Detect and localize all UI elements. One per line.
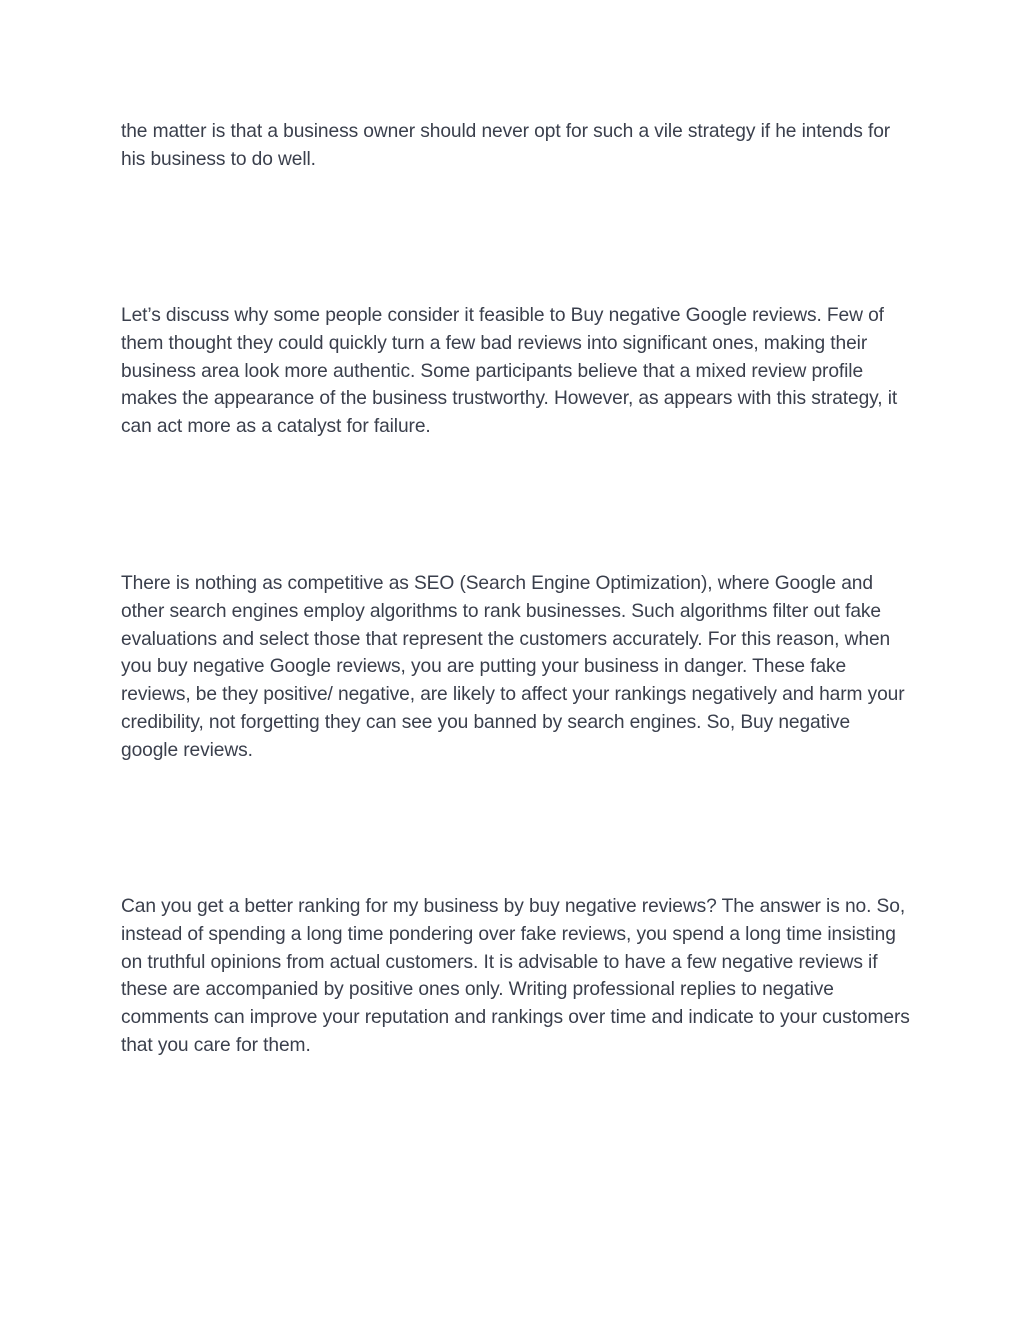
body-paragraph-1: the matter is that a business owner should never opt for such a vile strategy if he intends for his business to do well. bbox=[121, 121, 891, 170]
body-paragraph-3: There is nothing as competitive as SEO (Search Engine Optimization), where Google and other search engines employ algorithms to rank businesses. Such algorithms filter out fake evaluations and select those that represent the customers accurately. For this reason, when you buy negative Google reviews, you are putting your business in danger. These fake reviews, be they positive/ negative, are likely to affect your rankings negatively and harm your credibility, not forgetting they can see you banned by search engines. So, Buy negative google reviews. bbox=[121, 573, 905, 761]
body-paragraph-2: Let’s discuss why some people consider it feasible to Buy negative Google reviews. Few of them thought they could quickly turn a few bad reviews into significant ones, making their business area look more authentic. Some participants believe that a mixed review profile makes the appearance of the business trustworthy. However, as appears with this strategy, it can act more as a catalyst for failure. bbox=[121, 305, 898, 438]
body-paragraph-4: Can you get a better ranking for my business by buy negative reviews? The answer is no. So, instead of spending a long time pondering over fake reviews, you spend a long time insisting on truthful opinions from actual customers. It is advisable to have a few negative reviews if these are accompanied by positive ones only. Writing professional replies to negative comments can improve your reputation and rankings over time and indicate to your customers that you care for them. bbox=[121, 896, 910, 1056]
